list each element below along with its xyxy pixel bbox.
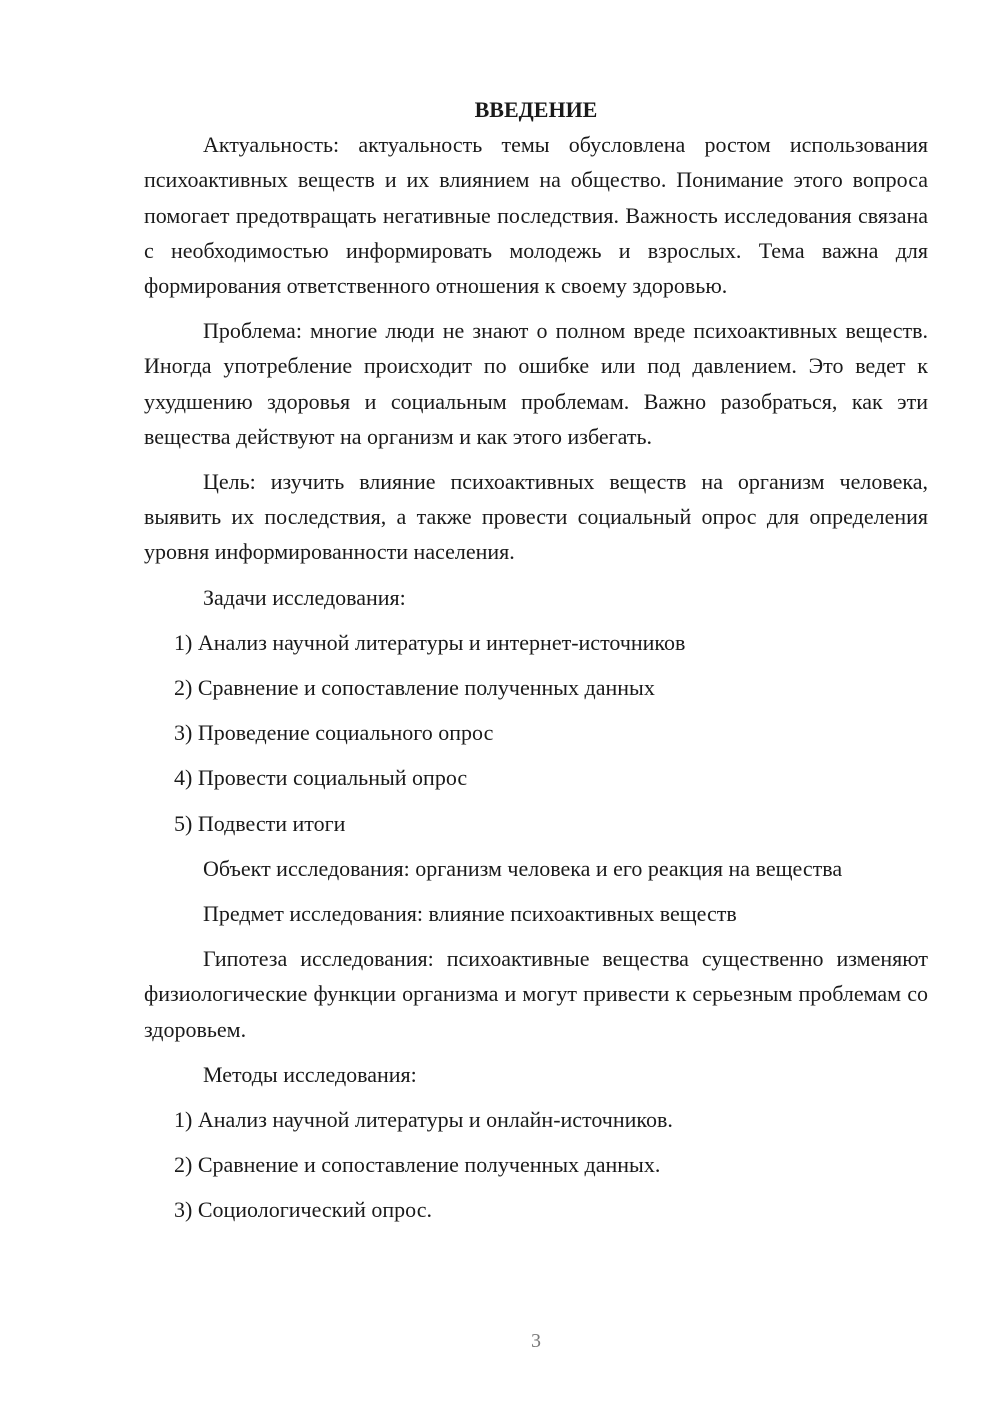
task-item-4: 4) Провести социальный опрос (174, 765, 468, 791)
method-item-2: 2) Сравнение и сопоставление полученных данных. (174, 1152, 661, 1178)
page-content (144, 92, 928, 1238)
methods-title: Методы исследования: (203, 1061, 417, 1087)
research-object: Объект исследования: организм человека и его реакция на вещества (203, 855, 843, 881)
task-item-5: 5) Подвести итоги (174, 810, 346, 836)
task-item-1: 1) Анализ научной литературы и интернет-источников (174, 629, 686, 655)
relevance-paragraph: Актуальность: актуальность темы обусловлена ростом использования психоактивных веществ и их влиянием на общество. Понимание этого вопроса помогает предотвращать негативные последствия. Важность исследования связана с необходимостью информировать молодежь и взрослых. Тема важна для формирования ответственного отношения к своему здоровью. (144, 132, 928, 299)
goal-paragraph: Цель: изучить влияние психоактивных веществ на организм человека, выявить их последствия, а также провести социальный опрос для определения уровня информированности населения. (144, 469, 928, 565)
problem-paragraph: Проблема: многие люди не знают о полном вреде психоактивных веществ. Иногда употребление происходит по ошибке или под давлением. Это ведет к ухудшению здоровья и социальным проблемам. Важно разобраться, как эти вещества действуют на организм и как этого избегать. (144, 318, 928, 449)
section-heading: ВВЕДЕНИЕ (474, 97, 598, 122)
research-subject: Предмет исследования: влияние психоактивных веществ (203, 901, 737, 927)
tasks-title: Задачи исследования: (203, 584, 406, 610)
task-item-2: 2) Сравнение и сопоставление полученных данных (174, 675, 655, 701)
hypothesis-paragraph: Гипотеза исследования: психоактивные вещества существенно изменяют физиологические функции организма и могут привести к серьезным проблемам со здоровьем. (144, 946, 928, 1042)
task-item-3: 3) Проведение социального опрос (174, 720, 494, 746)
page-number: 3 (531, 1330, 541, 1352)
method-item-3: 3) Социологический опрос. (174, 1197, 432, 1223)
method-item-1: 1) Анализ научной литературы и онлайн-источников. (174, 1107, 673, 1133)
